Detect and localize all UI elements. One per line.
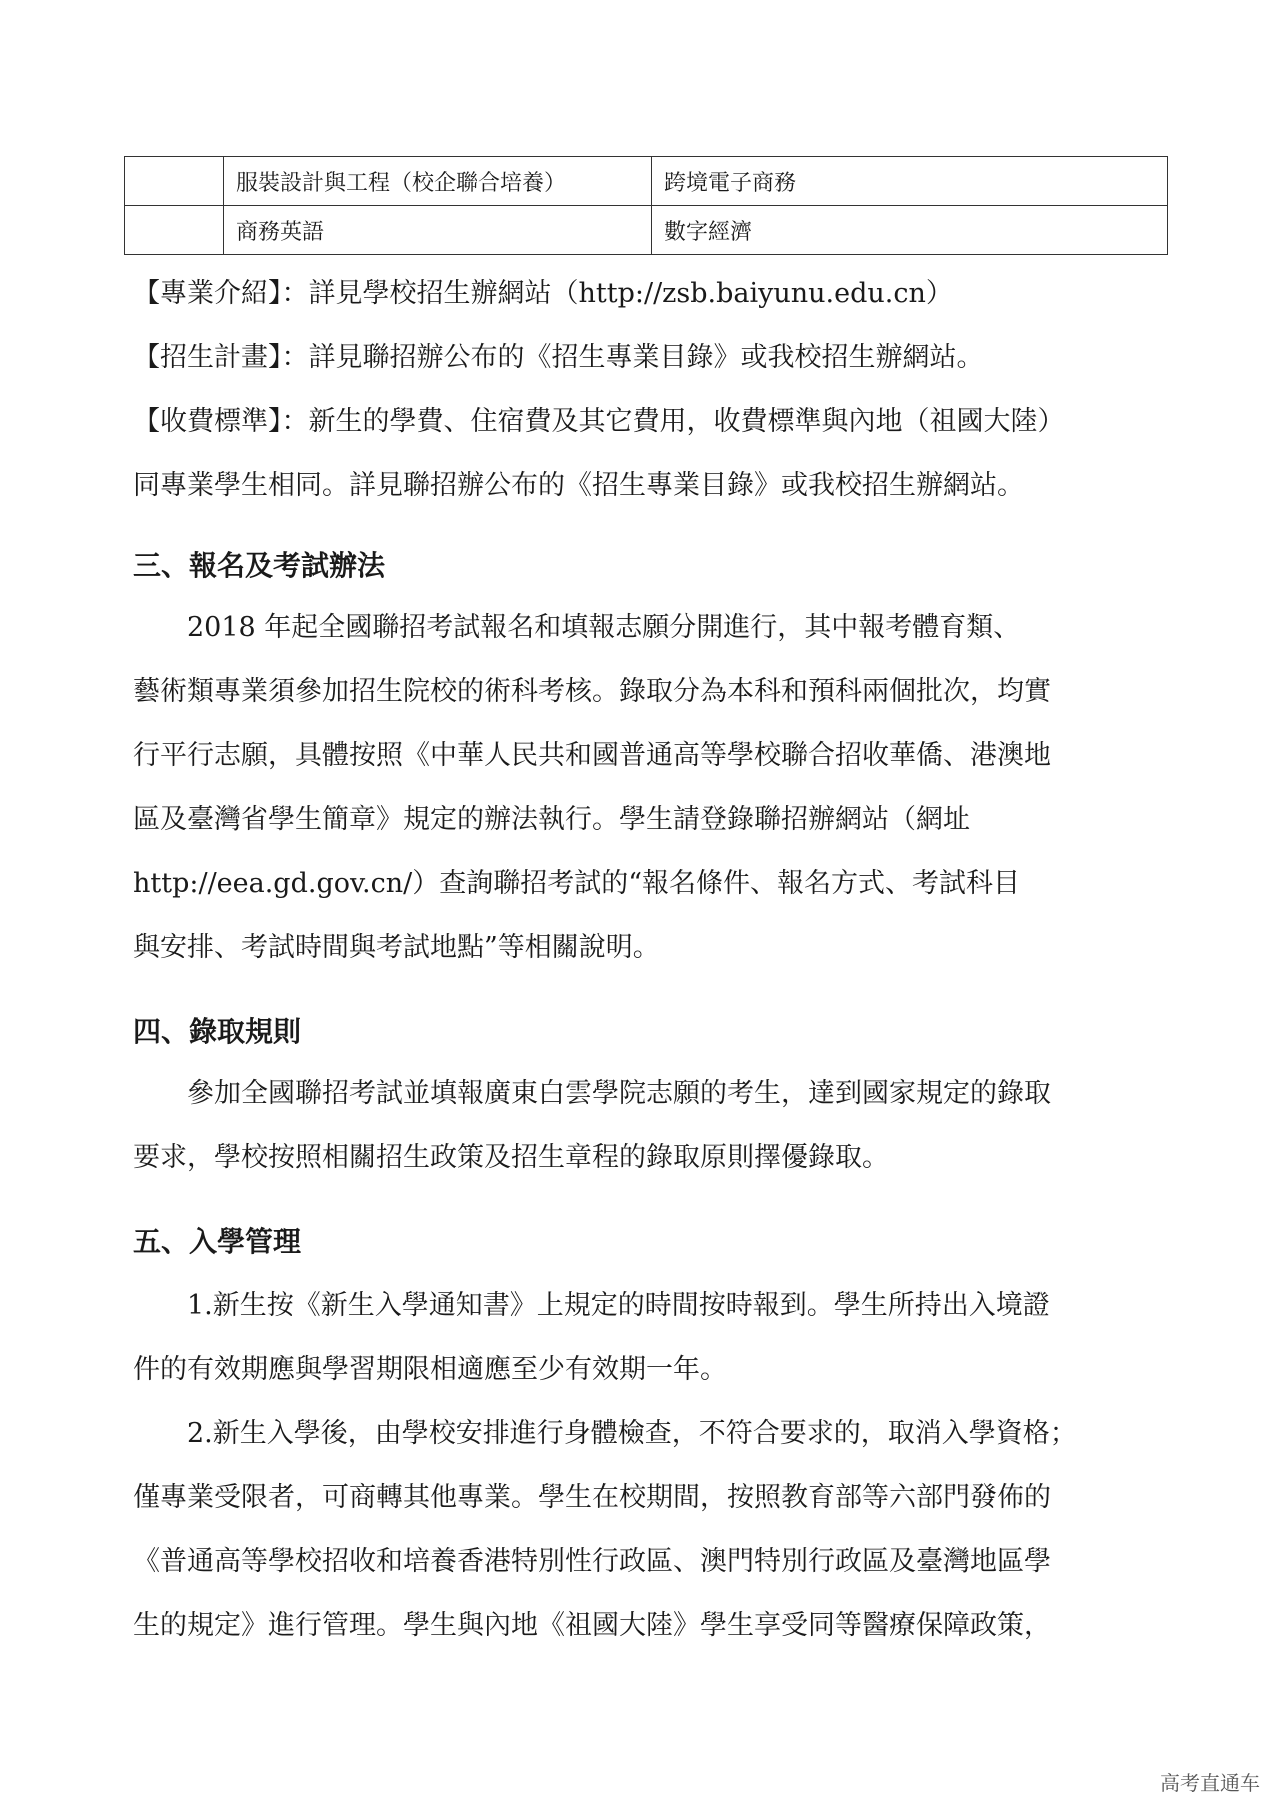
table-cell-blank (125, 157, 224, 206)
section4-body (133, 1062, 1173, 1190)
paragraph-line: 藝術類專業須參加招生院校的術科考核。錄取分為本科和預科兩個批次，均實 (133, 676, 1051, 707)
paragraph-line: 生的規定》進行管理。學生與內地《祖國大陸》學生享受同等醫療保障政策， (133, 1610, 1051, 1641)
paragraph-line: 要求，學校按照相關招生政策及招生章程的錄取原則擇優錄取。 (133, 1142, 889, 1173)
intro-block (133, 262, 1173, 518)
table-cell-major: 服裝設計與工程（校企聯合培養） (224, 157, 652, 206)
paragraph-line: 行平行志願，具體按照《中華人民共和國普通高等學校聯合招收華僑、港澳地 (133, 740, 1051, 771)
table-cell-blank (125, 206, 224, 255)
section3-body (133, 596, 1173, 980)
paragraph-line: 與安排、考試時間與考試地點”等相關說明。 (133, 932, 660, 963)
paragraph-line: 1.新生按《新生入學通知書》上規定的時間按時報到。學生所持出入境證 (187, 1290, 1050, 1321)
table-cell-major: 商務英語 (224, 206, 652, 255)
paragraph-line: 僅專業受限者，可商轉其他專業。學生在校期間，按照教育部等六部門發佈的 (133, 1482, 1051, 1513)
intro-line-plan: 【招生計畫】：詳見聯招辦公布的《招生專業目錄》或我校招生辦網站。 (133, 342, 984, 373)
paragraph-line: 2018 年起全國聯招考試報名和填報志願分開進行，其中報考體育類、 (187, 612, 1021, 643)
table-row (125, 206, 1168, 255)
table-row (125, 157, 1168, 206)
watermark: 高考直通车 (1160, 1771, 1260, 1795)
majors-table (124, 156, 1168, 255)
table-cell-major: 跨境電子商務 (652, 157, 1168, 206)
section5-body (133, 1274, 1173, 1658)
section4-heading: 四、錄取規則 (133, 1015, 302, 1048)
paragraph-line: 2.新生入學後，由學校安排進行身體檢查，不符合要求的，取消入學資格； (187, 1418, 1077, 1449)
intro-line-fees: 【收費標準】：新生的學費、住宿費及其它費用，收費標準與內地（祖國大陸） (133, 406, 1065, 437)
intro-line-fees-cont: 同專業學生相同。詳見聯招辦公布的《招生專業目錄》或我校招生辦網站。 (133, 470, 1024, 501)
section5-heading: 五、入學管理 (133, 1225, 302, 1258)
paragraph-line: 參加全國聯招考試並填報廣東白雲學院志願的考生，達到國家規定的錄取 (187, 1078, 1051, 1109)
paragraph-line: http://eea.gd.gov.cn/）查詢聯招考試的“報名條件、報名方式、考試科目 (133, 868, 1021, 899)
section3-heading: 三、報名及考試辦法 (133, 549, 386, 582)
paragraph-line: 《普通高等學校招收和培養香港特別性行政區、澳門特別行政區及臺灣地區學 (133, 1546, 1051, 1577)
paragraph-line: 區及臺灣省學生簡章》規定的辦法執行。學生請登錄聯招辦網站（網址 (133, 804, 970, 835)
table-cell-major: 數字經濟 (652, 206, 1168, 255)
intro-line-major: 【專業介紹】：詳見學校招生辦網站（http://zsb.baiyunu.edu.cn） (133, 278, 953, 309)
paragraph-line: 件的有效期應與學習期限相適應至少有效期一年。 (133, 1354, 727, 1385)
